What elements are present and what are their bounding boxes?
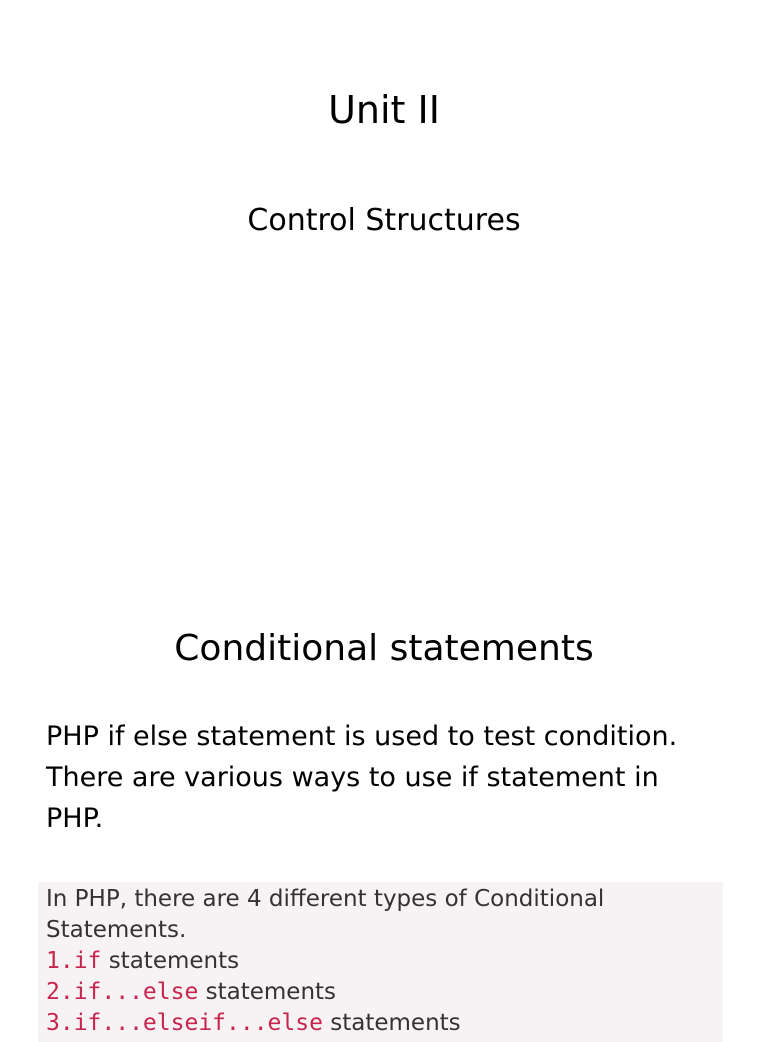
list-item-text: statements: [101, 948, 240, 974]
code-keyword: 1.if: [46, 948, 102, 974]
unit-title: Unit II: [328, 88, 440, 132]
list-item-text: statements: [198, 979, 337, 1005]
code-keyword: 2.if...else: [46, 979, 199, 1005]
body-line: PHP if else statement is used to test condition.: [46, 721, 678, 752]
list-item: [46, 977, 716, 1008]
intro-line: Statements.: [46, 917, 187, 943]
list-item-text: statements: [322, 1010, 461, 1036]
body-paragraph: [46, 716, 736, 839]
conditional-types-box: [38, 882, 723, 1042]
slide-2: [0, 576, 768, 1036]
body-line: PHP.: [46, 803, 104, 834]
list-item: [46, 946, 716, 977]
unit-subtitle: Control Structures: [247, 203, 521, 238]
body-line: There are various ways to use if statement in: [46, 762, 659, 793]
intro-line: In PHP, there are 4 different types of Conditional: [46, 886, 605, 912]
code-keyword: 3.if...elseif...else: [46, 1010, 323, 1036]
conditional-types-text: [46, 884, 716, 1039]
slide-title: Conditional statements: [174, 628, 594, 669]
